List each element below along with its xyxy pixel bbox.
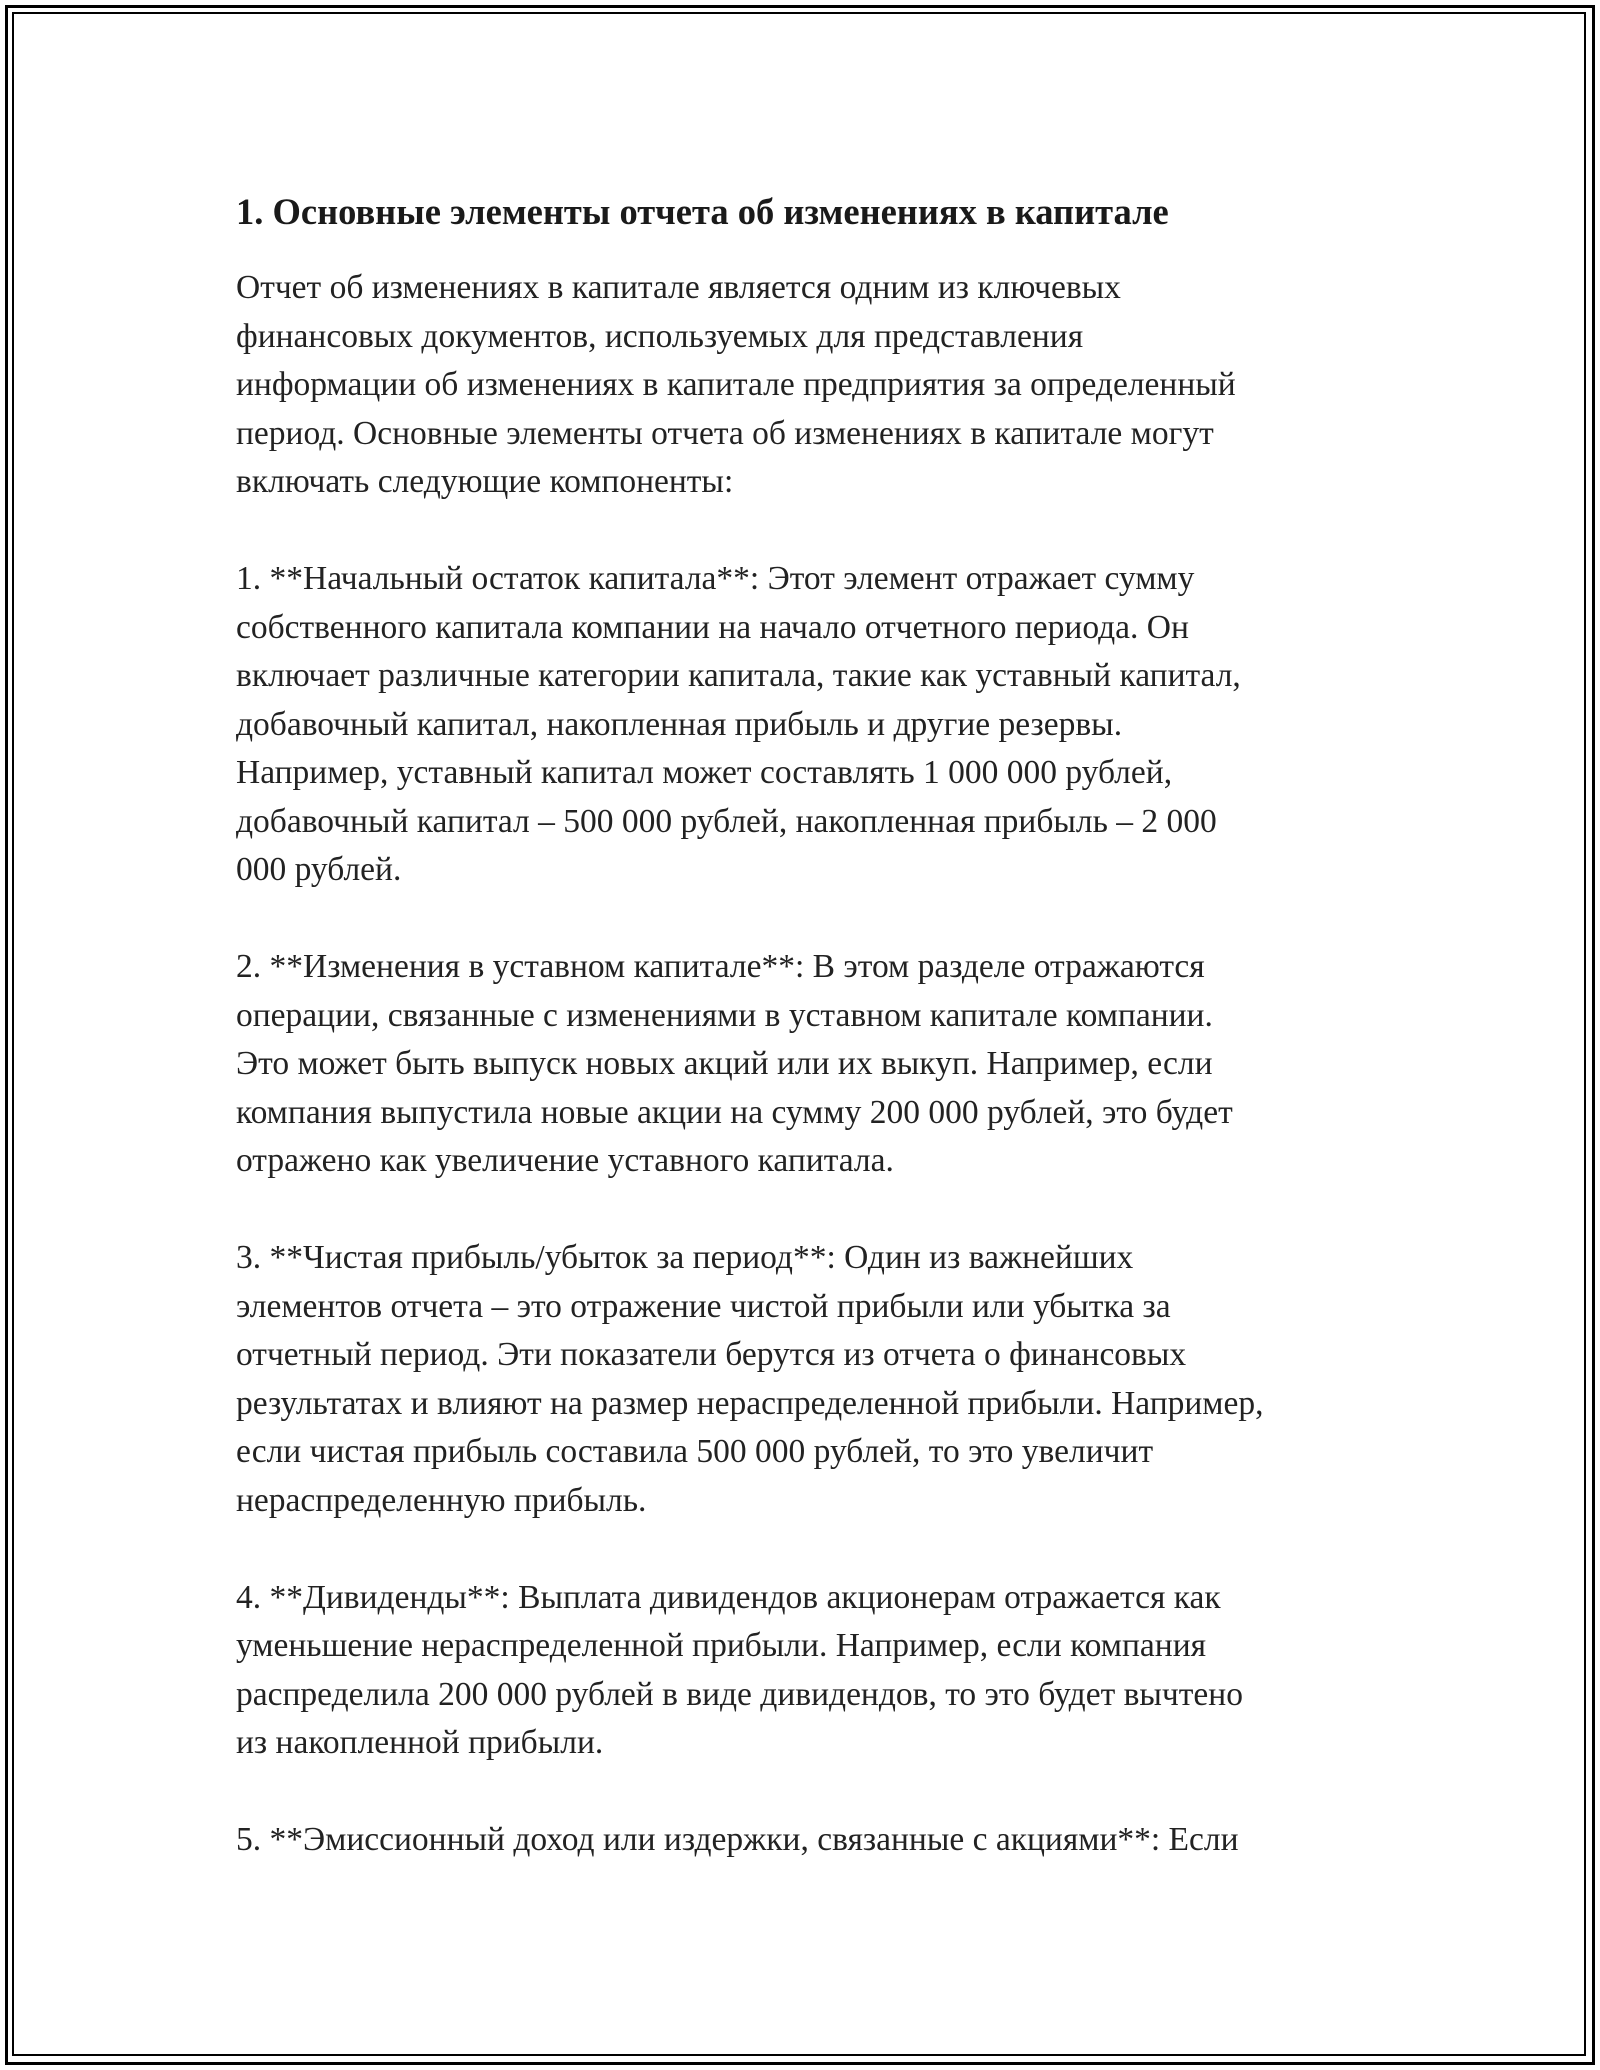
- text-line: элементов отчета – это отражение чистой прибыли или убытка за: [236, 1287, 1171, 1325]
- text-line: 000 рублей.: [236, 851, 402, 888]
- text-line: 3. **Чистая прибыль/убыток за период**: Один из важнейших: [236, 1239, 1134, 1276]
- paragraph-item-4: [236, 1574, 1386, 1768]
- text-line: отчетный период. Эти показатели берутся из отчета о финансовых: [236, 1336, 1187, 1373]
- text-line: уменьшение нераспределенной прибыли. Например, если компания: [236, 1627, 1207, 1664]
- text-line: если чистая прибыль составила 500 000 рублей, то это увеличит: [236, 1433, 1154, 1470]
- paragraph-intro: [236, 264, 1386, 507]
- paragraph-item-5: [236, 1816, 1386, 1865]
- text-line: результатах и влияют на размер нераспределенной прибыли. Например,: [236, 1384, 1264, 1422]
- text-line: Отчет об изменениях в капитале является одним из ключевых: [236, 269, 1121, 306]
- text-line: добавочный капитал, накопленная прибыль и другие резервы.: [236, 705, 1123, 743]
- paragraph-item-3: [236, 1234, 1386, 1525]
- text-line: добавочный капитал – 500 000 рублей, накопленная прибыль – 2 000: [236, 802, 1217, 840]
- text-line: 5. **Эмиссионный доход или издержки, связанные с акциями**: Если: [236, 1821, 1239, 1858]
- text-line: Например, уставный капитал может составлять 1 000 000 рублей,: [236, 754, 1173, 791]
- text-line: операции, связанные с изменениями в уставном капитале компании.: [236, 996, 1213, 1034]
- text-line: распределила 200 000 рублей в виде дивидендов, то это будет вычтено: [236, 1675, 1243, 1713]
- text-line: включает различные категории капитала, такие как уставный капитал,: [236, 657, 1241, 694]
- text-line: нераспределенную прибыль.: [236, 1481, 647, 1519]
- paragraph-item-1: [236, 555, 1386, 895]
- text-line: период. Основные элементы отчета об изменениях в капитале могут: [236, 414, 1214, 452]
- text-line: компания выпустила новые акции на сумму 200 000 рублей, это будет: [236, 1093, 1233, 1131]
- text-line: финансовых документов, используемых для представления: [236, 317, 1084, 355]
- text-line: включать следующие компоненты:: [236, 463, 734, 500]
- text-line: 2. **Изменения в уставном капитале**: В этом разделе отражаются: [236, 948, 1205, 985]
- text-line: 1. **Начальный остаток капитала**: Этот элемент отражает сумму: [236, 560, 1195, 597]
- text-line: из накопленной прибыли.: [236, 1724, 604, 1761]
- document-body: [236, 186, 1386, 1913]
- text-line: отражено как увеличение уставного капитала.: [236, 1142, 894, 1179]
- text-line: Это может быть выпуск новых акций или их выкуп. Например, если: [236, 1045, 1213, 1082]
- text-line: информации об изменениях в капитале предприятия за определенный: [236, 366, 1236, 403]
- text-line: собственного капитала компании на начало отчетного периода. Он: [236, 608, 1189, 646]
- section-heading: 1. Основные элементы отчета об изменениях в капитале: [236, 191, 1169, 232]
- text-line: 4. **Дивиденды**: Выплата дивидендов акционерам отражается как: [236, 1578, 1221, 1616]
- paragraph-item-2: [236, 943, 1386, 1186]
